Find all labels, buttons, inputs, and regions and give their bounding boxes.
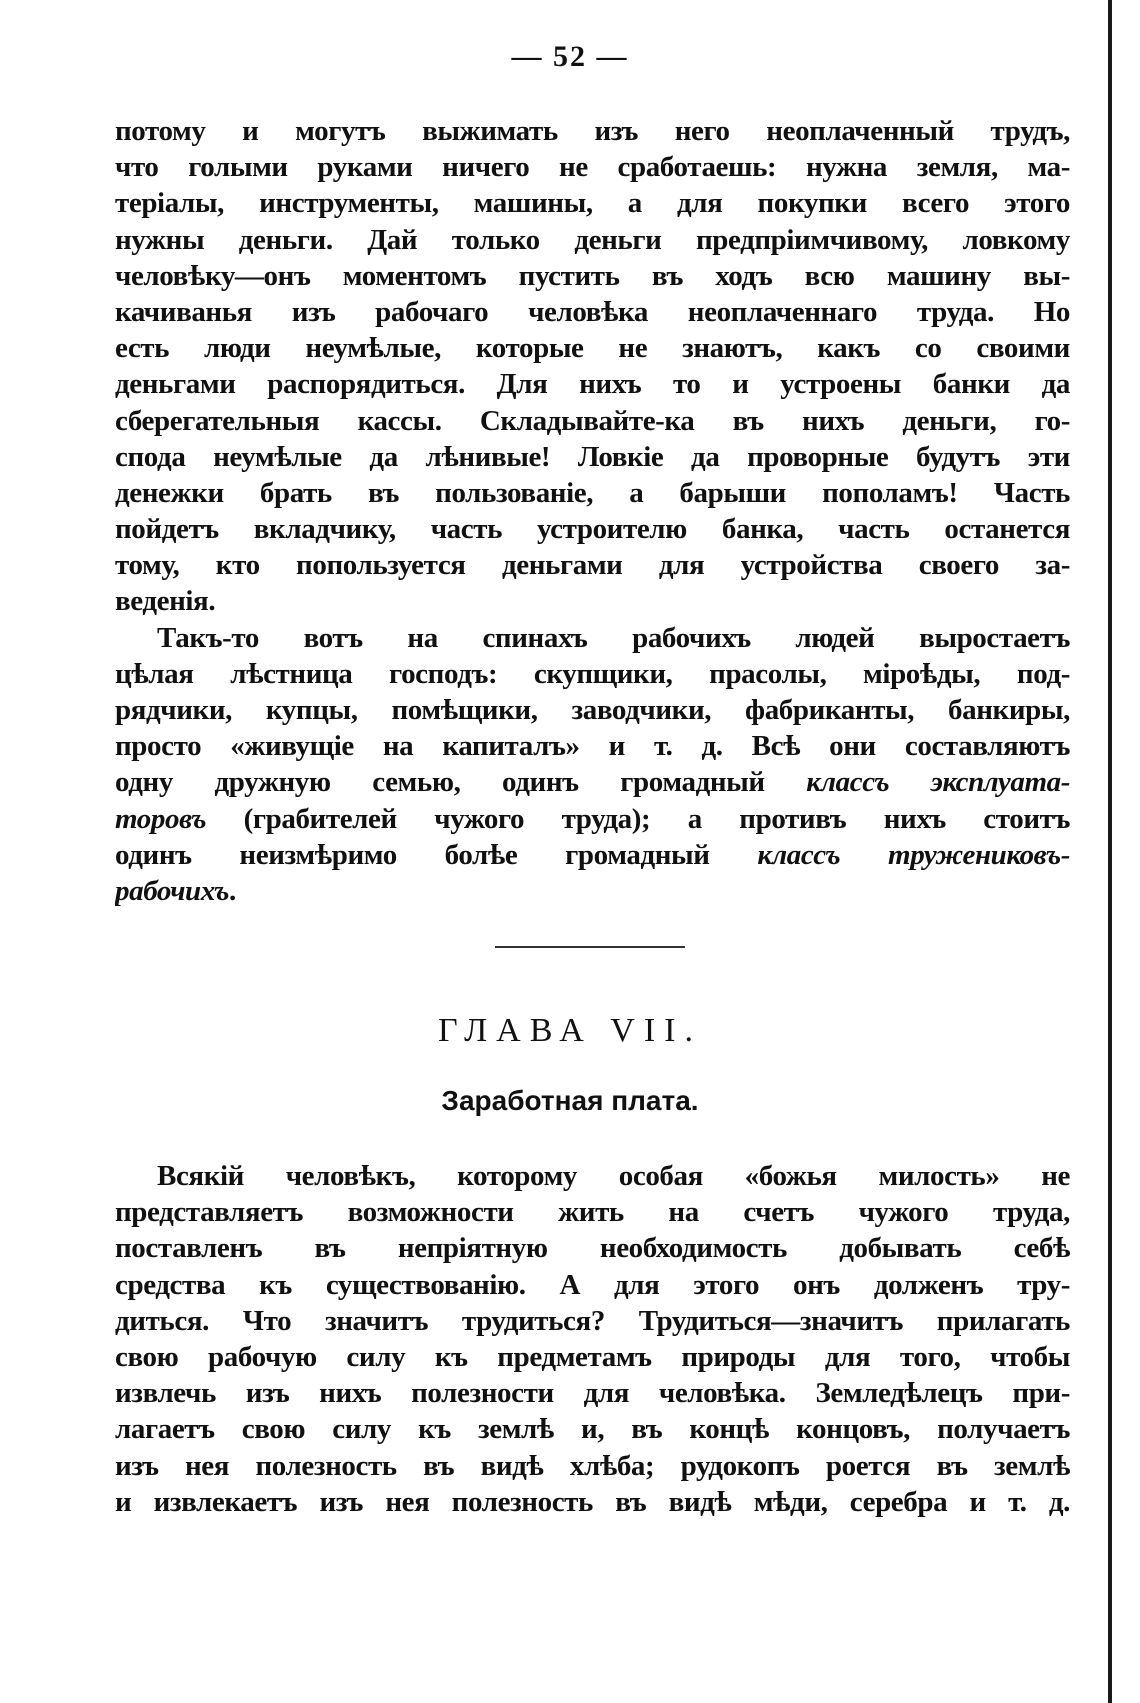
text-line: изъ нея полезность въ видѣ хлѣба; рудокопъ роется въ землѣ (115, 1449, 1070, 1482)
text-line: просто «живущіе на капиталъ» и т. д. Всѣ они составляютъ (115, 730, 1070, 763)
italic-run: рабочихъ (115, 874, 230, 907)
text-line: Такъ-то вотъ на спинахъ рабочихъ людей выростаетъ (157, 621, 1070, 654)
text-line: сберегательныя кассы. Складывайте-ка въ нихъ деньги, го- (115, 404, 1070, 437)
text-line (115, 801, 1070, 837)
italic-run: классъ тружениковъ- (757, 838, 1070, 871)
italic-run: классъ эксплуата- (806, 766, 1070, 799)
text-run: (грабителей чужого труда); а противъ нихъ стоитъ (206, 802, 1070, 835)
text-line: тому, кто попользуется деньгами для устройства своего за- (115, 549, 1070, 582)
text-line: качиванья изъ рабочаго человѣка неоплаченнаго труда. Но (115, 295, 1070, 328)
text-line: пойдетъ вкладчику, часть устроителю банка, часть останется (115, 513, 1070, 546)
text-line (115, 764, 1070, 800)
text-block-top (115, 113, 1070, 909)
text-line: и извлекаетъ изъ нея полезность въ видѣ мѣди, серебра и т. д. (115, 1485, 1070, 1518)
text-line (115, 837, 1070, 873)
page-edge-line (1108, 0, 1112, 1703)
text-line: есть люди неумѣлые, которые не знаютъ, какъ со своими (115, 332, 1070, 365)
text-line: спода неумѣлые да лѣнивые! Ловкіе да проворные будутъ эти (115, 440, 1070, 473)
text-run: . (229, 874, 236, 907)
text-line: человѣку—онъ моментомъ пустить въ ходъ всю машину вы- (115, 259, 1070, 292)
text-line: извлечь изъ нихъ полезности для человѣка. Земледѣлецъ при- (115, 1377, 1070, 1410)
text-line: свою рабочую силу къ предметамъ природы для того, чтобы (115, 1340, 1070, 1373)
text-line: денежки брать въ пользованіе, а барыши пополамъ! Часть (115, 476, 1070, 509)
text-run: одинъ неизмѣримо болѣе громадный (115, 838, 758, 871)
text-block-bottom (115, 1158, 1070, 1520)
text-line: деньгами распорядиться. Для нихъ то и устроены банки да (115, 368, 1070, 401)
page-number: — 52 — (511, 40, 629, 73)
section-divider (495, 946, 685, 948)
text-line: потому и могутъ выжимать изъ него неоплаченный трудъ, (115, 115, 1070, 147)
italic-run: торовъ (115, 802, 207, 835)
text-line (115, 873, 1070, 909)
text-line: Всякій человѣкъ, которому особая «божья милость» не (157, 1160, 1070, 1192)
text-line: веденія. (115, 585, 216, 618)
text-line: цѣлая лѣстница господъ: скупщики, прасолы, міроѣды, под- (115, 657, 1070, 690)
chapter-subtitle: Заработная плата. (441, 1085, 699, 1116)
text-line: что голыми руками ничего не сработаешь: нужна земля, ма- (115, 151, 1070, 184)
text-line: средства къ существованію. А для этого онъ долженъ тру- (115, 1268, 1070, 1301)
text-line: представляетъ возможности жить на счетъ чужого труда, (115, 1196, 1070, 1229)
text-line: поставленъ въ непріятную необходимость добывать себѣ (115, 1232, 1070, 1265)
text-line: теріалы, инструменты, машины, а для покупки всего этого (115, 187, 1070, 220)
text-run: одну дружную семью, одинъ громадный (115, 766, 807, 799)
text-line: нужны деньги. Дай только деньги предпріимчивому, ловкому (115, 223, 1070, 256)
text-line: лагаетъ свою силу къ землѣ и, въ концѣ концовъ, получаетъ (115, 1413, 1070, 1446)
chapter-title: ГЛАВА VII. (437, 1012, 702, 1049)
text-line: рядчики, купцы, помѣщики, заводчики, фабриканты, банкиры, (115, 694, 1070, 726)
text-line: диться. Что значитъ трудиться? Трудиться—значитъ прилагать (115, 1304, 1070, 1337)
